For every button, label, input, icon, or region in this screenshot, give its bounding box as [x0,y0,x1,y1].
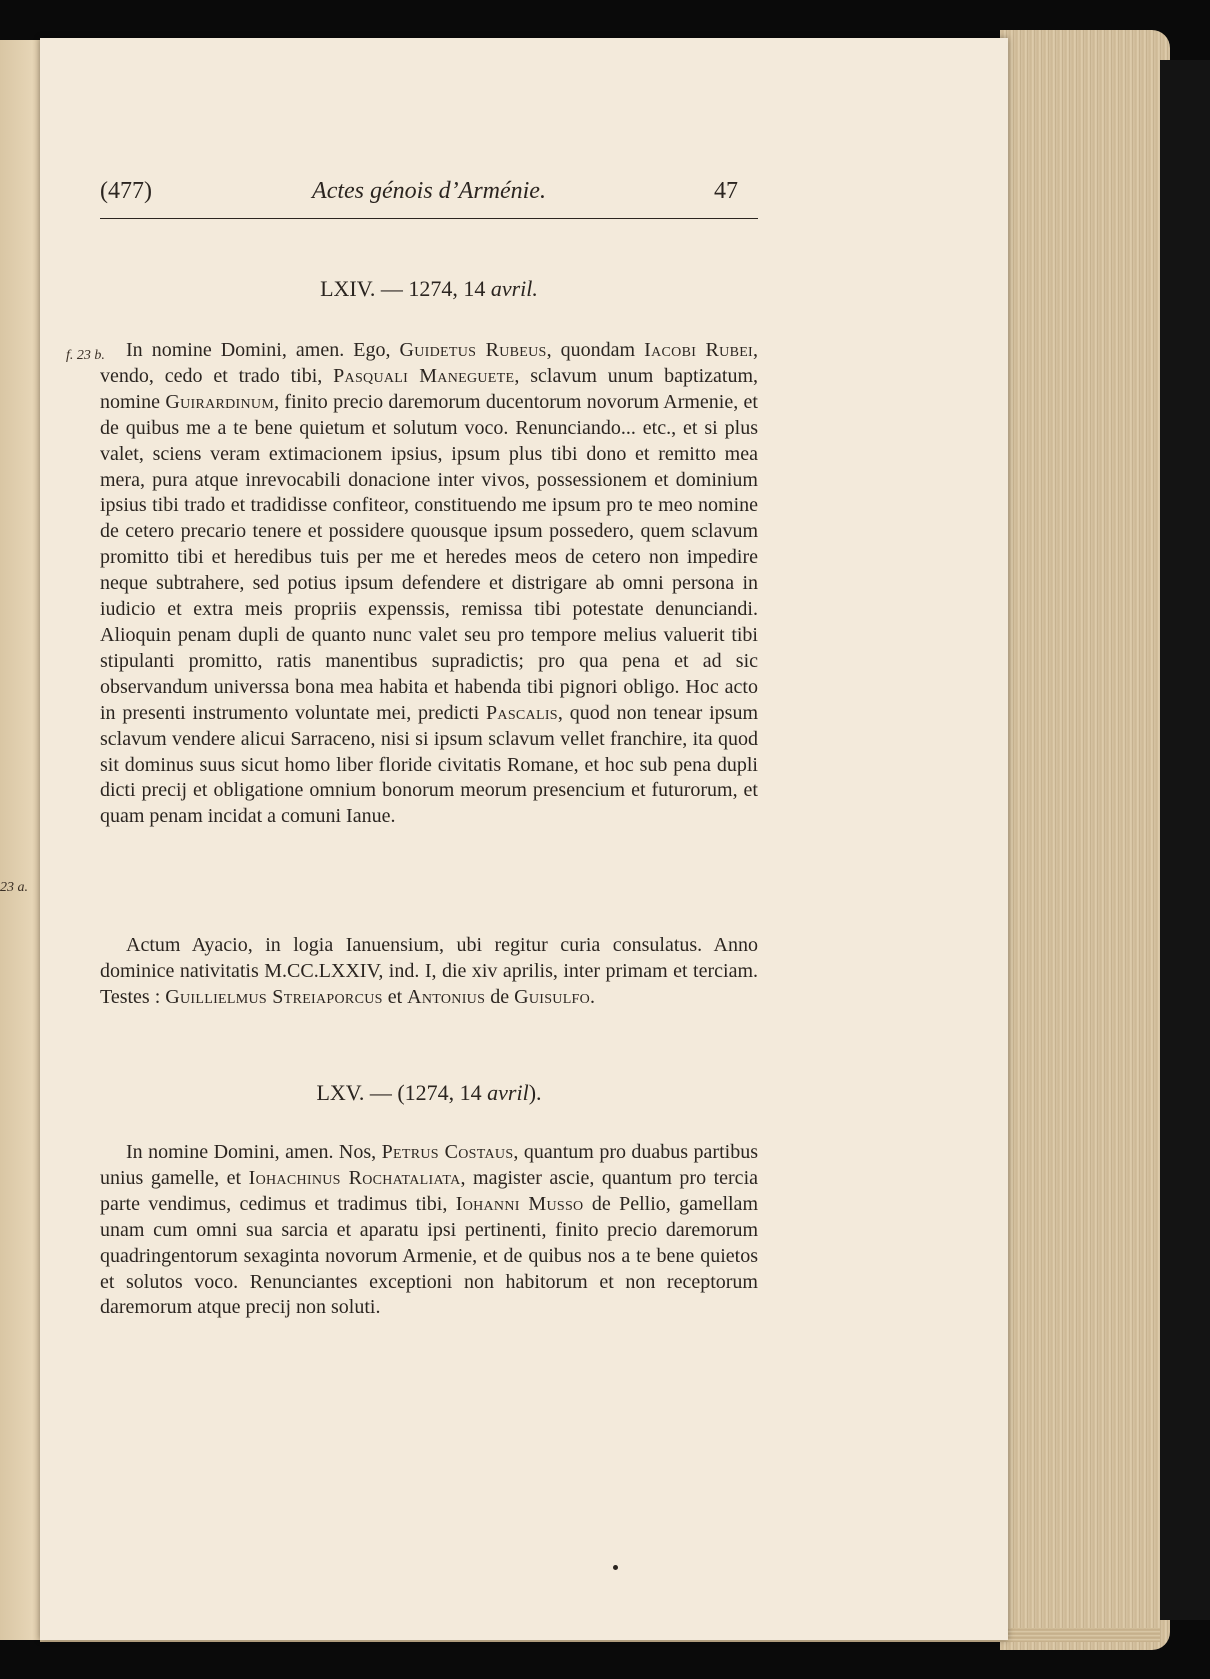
act-number: LXIV. [320,276,376,301]
text-run: et [387,985,403,1008]
ink-speck [613,1565,618,1570]
act-month: avril. [490,276,538,301]
text-run: , quantum pro duabus partibus unius gamelle, et [100,1141,758,1189]
text-run: , magister ascie, quantum pro tercia parte vendimus, cedimus et tradimus tibi, [100,1166,758,1215]
act-date: (1274, 14 [397,1080,482,1105]
person-name: Antonius [407,985,486,1008]
act-lxiv-paragraph-2 [100,933,758,1011]
text-run: In nomine Domini, amen. Ego, [126,339,391,361]
page-number: 47 [714,178,738,204]
act-lxv-heading [100,1080,758,1106]
act-lxiv-heading [100,276,758,302]
text-run: , vendo, cedo et trado tibi, [100,339,759,387]
margin-note-23a: 23 a. [0,880,28,895]
person-name: Guisulfo [514,985,591,1008]
text-run: Actum Ayacio, in logia Ianuensium, ubi regitur curia consulatus. Anno dominice nativitatis M.CC.LXXIV, ind. I, die xiv aprilis, inter primam et terciam. Testes : [100,934,758,1008]
heading-dash: — [369,1080,392,1105]
text-run: , quod non tenear ipsum sclavum vendere alicui Sarraceno, nisi si ipsum sclavum vellet franchire, ita quod sit dominus suus sicut homo liber floride civitatis Romane, et hoc sub pena dupli dicti precij et obligatione omnium bonorum meorum presencium et futurorum, et quam penam incidat a comuni Ianue. [100,701,759,828]
person-name: Petrus Costaus [381,1141,514,1163]
act-number: LXV. [316,1080,365,1105]
margin-note-f23b: f. 23 b. [66,348,105,363]
text-run: , finito precio daremorum ducentorum novorum Armenie, et de quibus me a te bene quietum et solutum voco. Renunciando... etc., et si plus valet, sciens veram extimacionem ipsius, ipsum plus tibi dono et remitto mea mera, pura atque inrevocabili donacione inter vivos, possessionem et dominium ipsius tibi trado et tradidisse confiteor, constituendo me ipsum pro te meo nomine de cetero precario tenere et possidere quousque ipsum possedero, quem sclavum promitto tibi et heredibus tuis per me et heredes meos de cetero non impedire neque subtrahere, sed potius ipsum defendere et distrigare ab omni persona in iudicio et extra meis propriis expenssis, remissa tibi potestate denunciandi. Alioquin penam dupli de quanto nunc valet seu pro tempore melius valuerit tibi stipulanti promitto, ratis manentibus supradictis; pro qua pena et ad sic observandum universsa bona mea habita et habenda tibi pignori obligo. Hoc acto in presenti instrumento voluntate mei, predicti [100,390,758,724]
running-title: Actes génois d’Arménie. [312,178,546,204]
person-name: Iacobi Rubei [644,339,754,361]
person-name: Pasquali Maneguete [333,364,515,387]
header-rule [100,218,758,219]
text-run: de Pellio, gamellam unam cum omni sua sarcia et aparatu ipsi pertinenti, finito precio daremorum quadringentorum sexaginta novorum Armenie, et de quibus nos a te bene quietos et solutos voco. Renunciantes exceptioni non habitorum et non receptorum daremorum atque precij non soluti. [100,1192,758,1319]
background-shadow [1160,60,1210,1620]
text-run: de [490,985,510,1008]
act-month: avril [487,1080,529,1105]
person-name: Guillielmus Streiaporcus [165,985,383,1008]
text-run: In nomine Domini, amen. Nos, [126,1141,377,1163]
text-run: . [590,985,596,1008]
person-name: Iohanni Musso [455,1192,584,1215]
act-lxiv-paragraph-1 [100,338,758,830]
running-header [100,178,758,214]
text-run: , sclavum unum baptizatum, nomine [100,364,759,413]
page-reference: (477) [100,178,152,204]
person-name: Iohachinus Rochataliata [248,1166,461,1189]
person-name: Pascalis [486,701,558,724]
act-date: 1274, 14 [408,276,486,301]
act-lxv-paragraph-1 [100,1140,758,1321]
person-name: Guirardinum [165,390,275,413]
heading-dash: — [380,276,403,301]
text-run: , quondam [546,339,636,361]
heading-close: ). [528,1080,542,1105]
person-name: Guidetus Rubeus [399,339,547,361]
page-stack-edge [1000,30,1170,1650]
